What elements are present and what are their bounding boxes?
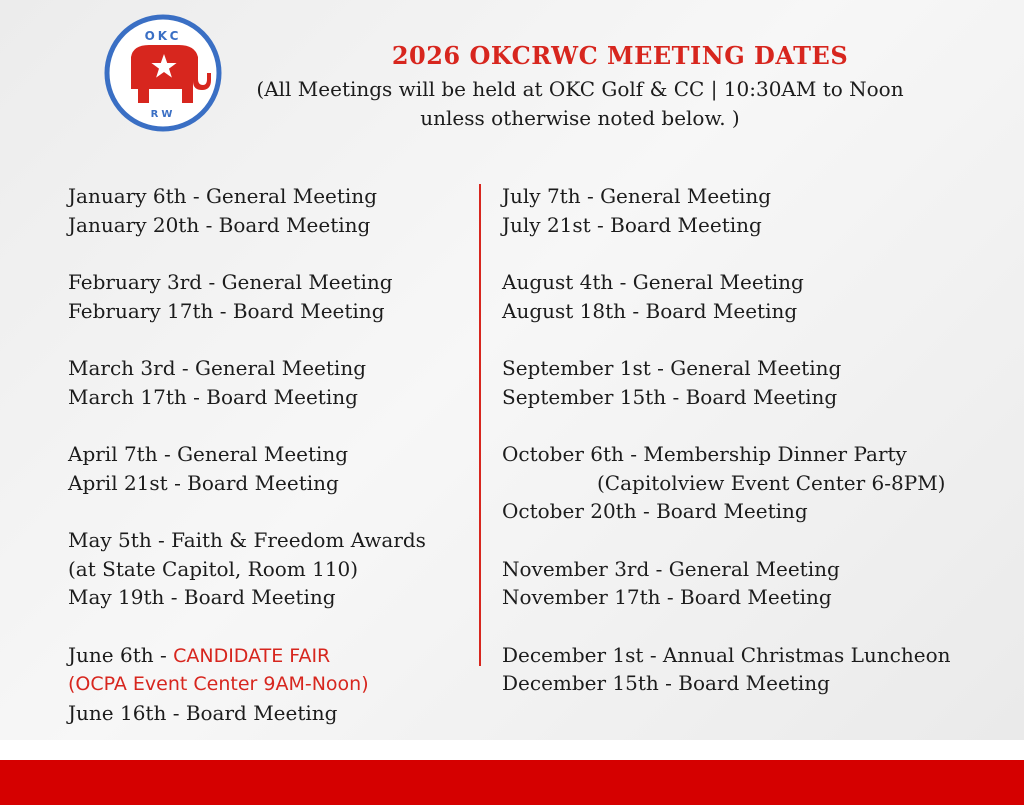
meeting-date: September 15th - Board Meeting xyxy=(502,384,838,409)
meeting-date: May 5th - Faith & Freedom Awards xyxy=(68,528,426,552)
footer-red-band xyxy=(0,760,1024,805)
meeting-date: January 6th - General Meeting xyxy=(68,184,377,208)
meeting-date: August 4th - General Meeting xyxy=(502,270,804,294)
subtitle-line: unless otherwise noted below. ) xyxy=(420,105,740,130)
meeting-location-note: (Capitolview Event Center 6-8PM) xyxy=(597,470,946,495)
page-subtitle xyxy=(225,75,935,132)
logo-top-text: OKC xyxy=(144,29,182,43)
subtitle-line: (All Meetings will be held at OKC Golf & CC | 10:30AM to Noon xyxy=(256,77,904,101)
left-column-dates xyxy=(68,182,468,756)
month-group-april xyxy=(68,440,468,497)
meeting-date: September 1st - General Meeting xyxy=(502,356,842,380)
month-group-november xyxy=(502,555,1002,612)
meeting-date: July 7th - General Meeting xyxy=(502,184,772,208)
republican-elephant-logo xyxy=(103,13,223,133)
meeting-date: October 6th - Membership Dinner Party xyxy=(502,442,907,466)
meeting-date: January 20th - Board Meeting xyxy=(68,212,371,237)
meeting-date-candidate-fair xyxy=(68,641,468,671)
candidate-fair-highlight: CANDIDATE FAIR xyxy=(173,644,331,667)
meeting-date: May 19th - Board Meeting xyxy=(68,585,336,609)
meeting-date: December 15th - Board Meeting xyxy=(502,671,830,695)
month-group-october xyxy=(502,440,1002,526)
meeting-date: November 17th - Board Meeting xyxy=(502,585,832,609)
month-group-may xyxy=(68,526,468,612)
meeting-location-note: (at State Capitol, Room 110) xyxy=(68,556,359,581)
meeting-date: February 3rd - General Meeting xyxy=(68,270,393,294)
meeting-date: March 3rd - General Meeting xyxy=(68,356,366,380)
right-column-dates xyxy=(502,182,1002,727)
meeting-date: April 7th - General Meeting xyxy=(68,442,349,466)
date-prefix: June 6th - xyxy=(68,642,174,667)
month-group-august xyxy=(502,268,1002,325)
meeting-date: March 17th - Board Meeting xyxy=(68,384,358,409)
logo-bottom-text: RW xyxy=(150,109,176,120)
page-title: 2026 OKCRWC MEETING DATES xyxy=(391,41,849,70)
meeting-date: February 17th - Board Meeting xyxy=(68,298,385,323)
month-group-july xyxy=(502,182,1002,239)
meeting-date: June 16th - Board Meeting xyxy=(68,700,338,725)
meeting-date: December 1st - Annual Christmas Luncheon xyxy=(502,642,951,667)
month-group-december xyxy=(502,641,1002,698)
meeting-date: October 20th - Board Meeting xyxy=(502,499,808,523)
month-group-february xyxy=(68,268,468,325)
column-divider xyxy=(479,184,481,666)
month-group-september xyxy=(502,354,1002,411)
month-group-march xyxy=(68,354,468,411)
candidate-fair-location: (OCPA Event Center 9AM-Noon) xyxy=(68,673,369,695)
month-group-june xyxy=(68,641,468,728)
footer-white-stripe xyxy=(0,740,1024,760)
meeting-date: July 21st - Board Meeting xyxy=(502,212,762,237)
month-group-january xyxy=(68,182,468,239)
meeting-date: November 3rd - General Meeting xyxy=(502,556,840,581)
meeting-date: August 18th - Board Meeting xyxy=(502,298,798,323)
meeting-date: April 21st - Board Meeting xyxy=(68,470,339,495)
